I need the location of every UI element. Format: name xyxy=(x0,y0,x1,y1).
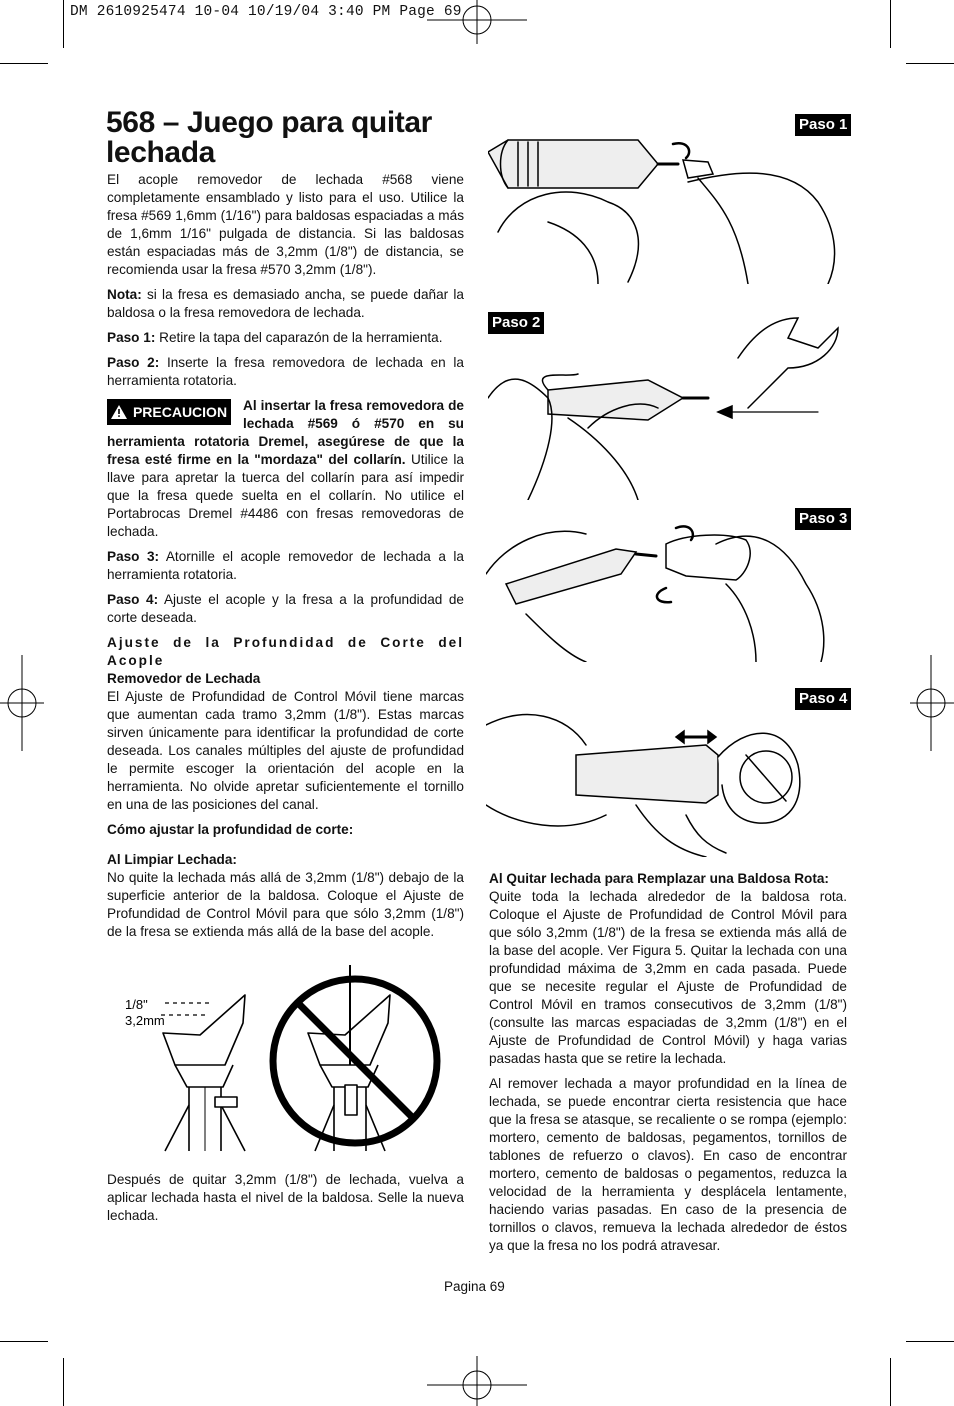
paso2-label: Paso 2: xyxy=(107,355,160,370)
ajuste-paragraph: El Ajuste de Profundidad de Control Móvil tiene marcas que aumentan cada tramo 3,2mm (1/8"). Estas marcas sirven únicamente para identificar la profundidad de corte deseada. Los canales múltiples del ajuste de profundidad le permite escoger la orientación del acople en la herramienta. No olvide apretar suficientemente el tornillo en una de las posiciones del canal. xyxy=(107,689,464,812)
print-slug: DM 2610925474 10-04 10/19/04 3:40 PM Page 69 xyxy=(70,4,462,20)
ajuste-heading-1: Ajuste de la Profundidad de Corte del Acople xyxy=(107,635,464,668)
paso2-text: Inserte la fresa removedora de lechada en la herramienta rotatoria. xyxy=(107,355,464,388)
paso4-text: Ajuste el acople y la fresa a la profundidad de corte deseada. xyxy=(107,592,464,625)
como-heading: Cómo ajustar la profundidad de corte: xyxy=(107,822,354,837)
intro-paragraph: El acople removedor de lechada #568 viene completamente ensamblado y listo para el uso. Utilice la fresa #569 1,6mm (1/16") para baldosas espaciadas a más de 1,6mm 1/16" pulgada de distancia. Si las baldosas están espaciadas más de 3,2mm (1/8") de distancia, se recomienda usar la fresa #570 3,2mm (1/8"). xyxy=(107,172,464,277)
depth-label-mm: 3,2mm xyxy=(125,1013,165,1028)
paso2-paragraph xyxy=(107,354,464,390)
precaucion-label: PRECAUCION xyxy=(132,404,228,420)
left-column xyxy=(107,171,464,948)
rota-paragraph: Quite toda la lechada alrededor de la baldosa rota. Coloque el Ajuste de Profundidad de Control Móvil para que sólo 3,2mm (1/8") de la fresa se extienda más allá de la base del acople. Ver Figura 5. Quitar la lechada con una profundidad máxima de 3,2mm en cada pasada. Puede que se necesite regular el Ajuste de Profundidad de Control Móvil en tramos consecutivos de 3,2mm (1/8") (consulte las marcas espaciadas de 3,2mm (1/8") en el Ajuste de Profundidad de Control Móvil) y haga varias pasadas hasta que se retire la lechada. xyxy=(489,889,847,1066)
ajuste-heading-2: Removedor de Lechada xyxy=(107,671,261,686)
depth-illustration xyxy=(105,965,467,1157)
paso4-badge: Paso 4 xyxy=(795,688,851,710)
nota-text: si la fresa es demasiado ancha, se puede dañar la baldosa o la fresa removedora de lechada. xyxy=(107,287,464,320)
warning-block xyxy=(107,397,464,541)
warning-text: Utilice la llave para apretar la tuerca del collarín para así impedir que la fresa quede suelta en el collarín. No utilice el Portabrocas Dremel #4486 con fresas removedoras de lechada. xyxy=(107,452,464,539)
paso3-figure xyxy=(486,504,848,662)
paso2-badge: Paso 2 xyxy=(488,312,544,334)
paso1-text: Retire la tapa del caparazón de la herramienta. xyxy=(155,330,443,345)
rota-heading: Al Quitar lechada para Remplazar una Baldosa Rota: xyxy=(489,871,829,886)
warning-bold: Al insertar la fresa removedora de lechada #569 ó #570 en su herramienta rotatoria Dremel, asegúrese de que la fresa esté firme en la "mordaza" del collarín. xyxy=(107,398,464,467)
remover-paragraph: Al remover lechada a mayor profundidad en la línea de lechada, se puede encontrar cierta resistencia que hace que la fresa se atasque, se recaliente o se rompa (ejemplo: mortero, cemento de baldosas, pegamentos, tornillos de tablones de refuerzo o clavos). En caso de encontrar mortero, cemento de baldosas o pegamentos, reduzca la velocidad de la herramienta y desplácela lentamente, haciendo varias pasadas. En caso de la presencia de tornillos o clavos, remueva la lechada alrededor de éstos ya que la fresa no los podrá atravesar. xyxy=(489,1076,847,1253)
paso3-illustration xyxy=(486,504,848,662)
depth-figure xyxy=(105,965,467,1157)
paso3-text: Atornille el acople removedor de lechada a la herramienta rotatoria. xyxy=(107,549,464,582)
limpiar-paragraph: No quite la lechada más allá de 3,2mm (1/8") debajo de la superficie anterior de la baldosa. Coloque el Ajuste de Profundidad de Control Móvil para que sólo 3,2mm (1/8") de la fresa se extienda más allá de la base del acople. xyxy=(107,870,464,939)
paso3-label: Paso 3: xyxy=(107,549,160,564)
precaucion-badge xyxy=(107,399,231,425)
paso4-illustration xyxy=(486,685,848,857)
paso1-paragraph xyxy=(107,329,464,347)
nota-label: Nota: xyxy=(107,287,142,302)
page-number: Pagina 69 xyxy=(444,1279,505,1294)
ajuste-heading xyxy=(107,634,464,688)
paso4-label: Paso 4: xyxy=(107,592,159,607)
nota-paragraph xyxy=(107,286,464,322)
paso3-paragraph xyxy=(107,548,464,584)
right-column xyxy=(489,870,847,1262)
warning-icon xyxy=(111,405,127,419)
paso3-badge: Paso 3 xyxy=(795,508,851,530)
paso1-label: Paso 1: xyxy=(107,330,156,345)
page-title: 568 – Juego para quitar lechada xyxy=(106,106,432,169)
paso1-badge: Paso 1 xyxy=(795,114,851,136)
despues-paragraph: Después de quitar 3,2mm (1/8") de lechada, vuelva a aplicar lechada hasta el nivel de la baldosa. Selle la nueva lechada. xyxy=(107,1172,464,1223)
paso1-figure xyxy=(488,112,848,284)
limpiar-heading: Al Limpiar Lechada: xyxy=(107,852,237,867)
depth-label-inches: 1/8" xyxy=(125,997,148,1012)
paso4-paragraph xyxy=(107,591,464,627)
paso1-illustration xyxy=(488,112,848,284)
paso4-figure xyxy=(486,685,848,857)
paso2-illustration xyxy=(488,308,848,500)
paso2-figure xyxy=(488,308,848,500)
